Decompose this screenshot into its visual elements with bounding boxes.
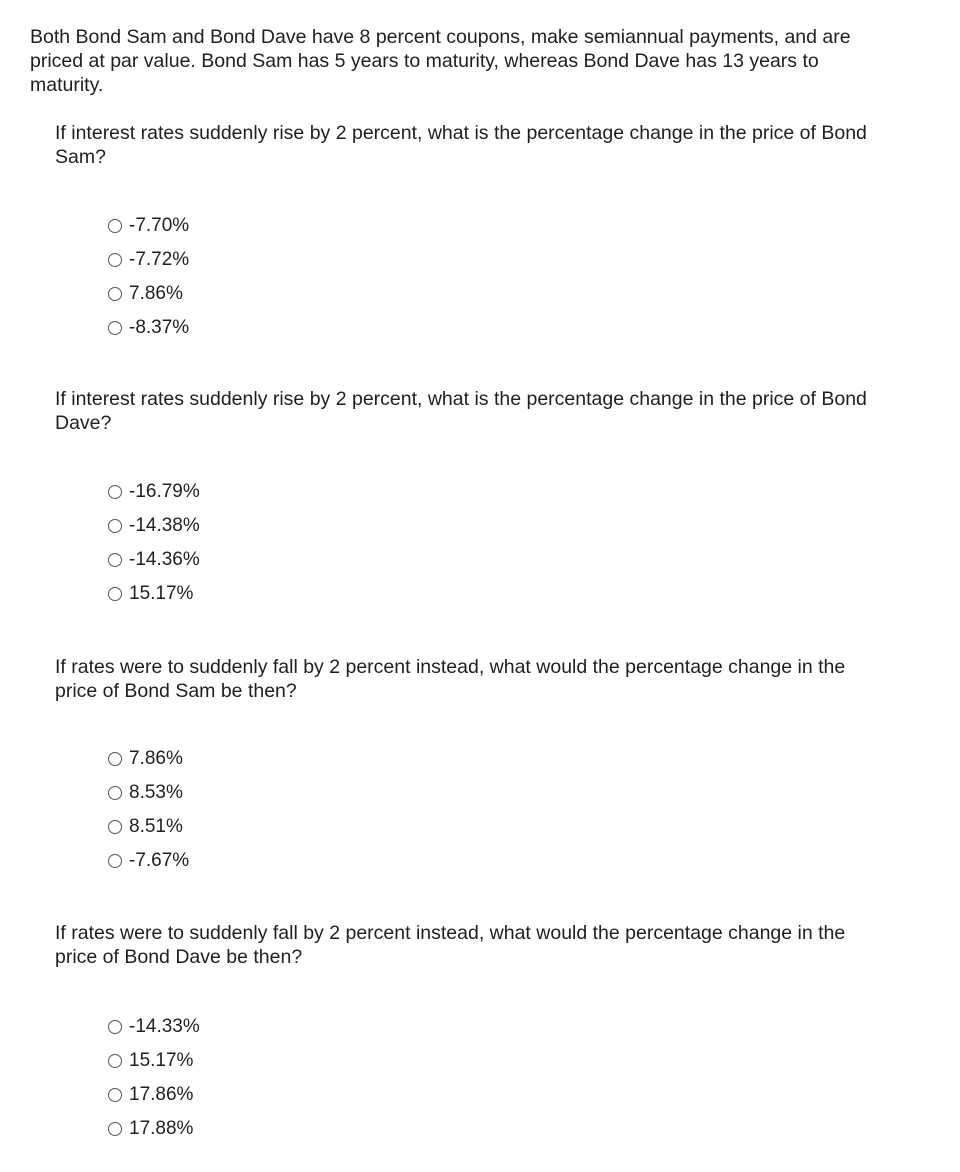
radio-button[interactable] [108,1054,122,1068]
radio-button[interactable] [108,752,122,766]
question-2-options [108,475,200,611]
question-1 [55,121,870,338]
radio-button[interactable] [108,253,122,267]
radio-button[interactable] [108,519,122,533]
radio-button[interactable] [108,786,122,800]
option-label: 15.17% [129,583,194,604]
question-2 [55,387,870,604]
option-label: 8.51% [129,816,183,837]
radio-button[interactable] [108,485,122,499]
option-label: -14.36% [129,549,200,570]
question-4-options [108,1010,200,1146]
option-label: -7.72% [129,249,190,270]
answer-option[interactable] [108,509,200,543]
question-1-options [108,209,189,345]
option-label: -8.37% [129,317,190,338]
answer-option[interactable] [108,776,189,810]
answer-option[interactable] [108,311,189,345]
answer-option[interactable] [108,1010,200,1044]
option-label: -14.33% [129,1016,200,1037]
radio-button[interactable] [108,1020,122,1034]
question-4 [55,921,870,1139]
answer-option[interactable] [108,742,189,776]
radio-button[interactable] [108,854,122,868]
radio-button[interactable] [108,587,122,601]
answer-option[interactable] [108,543,200,577]
answer-option[interactable] [108,209,189,243]
option-label: -7.70% [129,215,190,236]
radio-button[interactable] [108,321,122,335]
answer-option[interactable] [108,1112,200,1146]
option-label: 17.88% [129,1118,194,1139]
question-3-text: If rates were to suddenly fall by 2 percent instead, what would the percentage change in the price of Bond Sam be then? [55,656,846,702]
answer-option[interactable] [108,844,189,878]
problem-intro: Both Bond Sam and Bond Dave have 8 percent coupons, make semiannual payments, and are priced at par value. Bond Sam has 5 years to maturity, whereas Bond Dave has 13 years to maturity. [30,26,851,96]
option-label: -16.79% [129,481,200,502]
option-label: 7.86% [129,283,183,304]
option-label: 7.86% [129,748,183,769]
radio-button[interactable] [108,1088,122,1102]
answer-option[interactable] [108,810,189,844]
answer-option[interactable] [108,1078,200,1112]
answer-option[interactable] [108,475,200,509]
question-3-options [108,742,189,878]
option-label: 17.86% [129,1084,194,1105]
option-label: 15.17% [129,1050,194,1071]
option-label: -7.67% [129,850,190,871]
radio-button[interactable] [108,287,122,301]
answer-option[interactable] [108,577,200,611]
answer-option[interactable] [108,277,189,311]
option-label: 8.53% [129,782,183,803]
question-4-text: If rates were to suddenly fall by 2 percent instead, what would the percentage change in the price of Bond Dave be then? [55,922,846,968]
radio-button[interactable] [108,553,122,567]
question-1-text: If interest rates suddenly rise by 2 percent, what is the percentage change in the price of Bond Sam? [55,122,867,168]
radio-button[interactable] [108,1122,122,1136]
answer-option[interactable] [108,1044,200,1078]
answer-option[interactable] [108,243,189,277]
question-2-text: If interest rates suddenly rise by 2 percent, what is the percentage change in the price of Bond Dave? [55,388,867,434]
question-3 [55,655,870,871]
option-label: -14.38% [129,515,200,536]
radio-button[interactable] [108,219,122,233]
radio-button[interactable] [108,820,122,834]
